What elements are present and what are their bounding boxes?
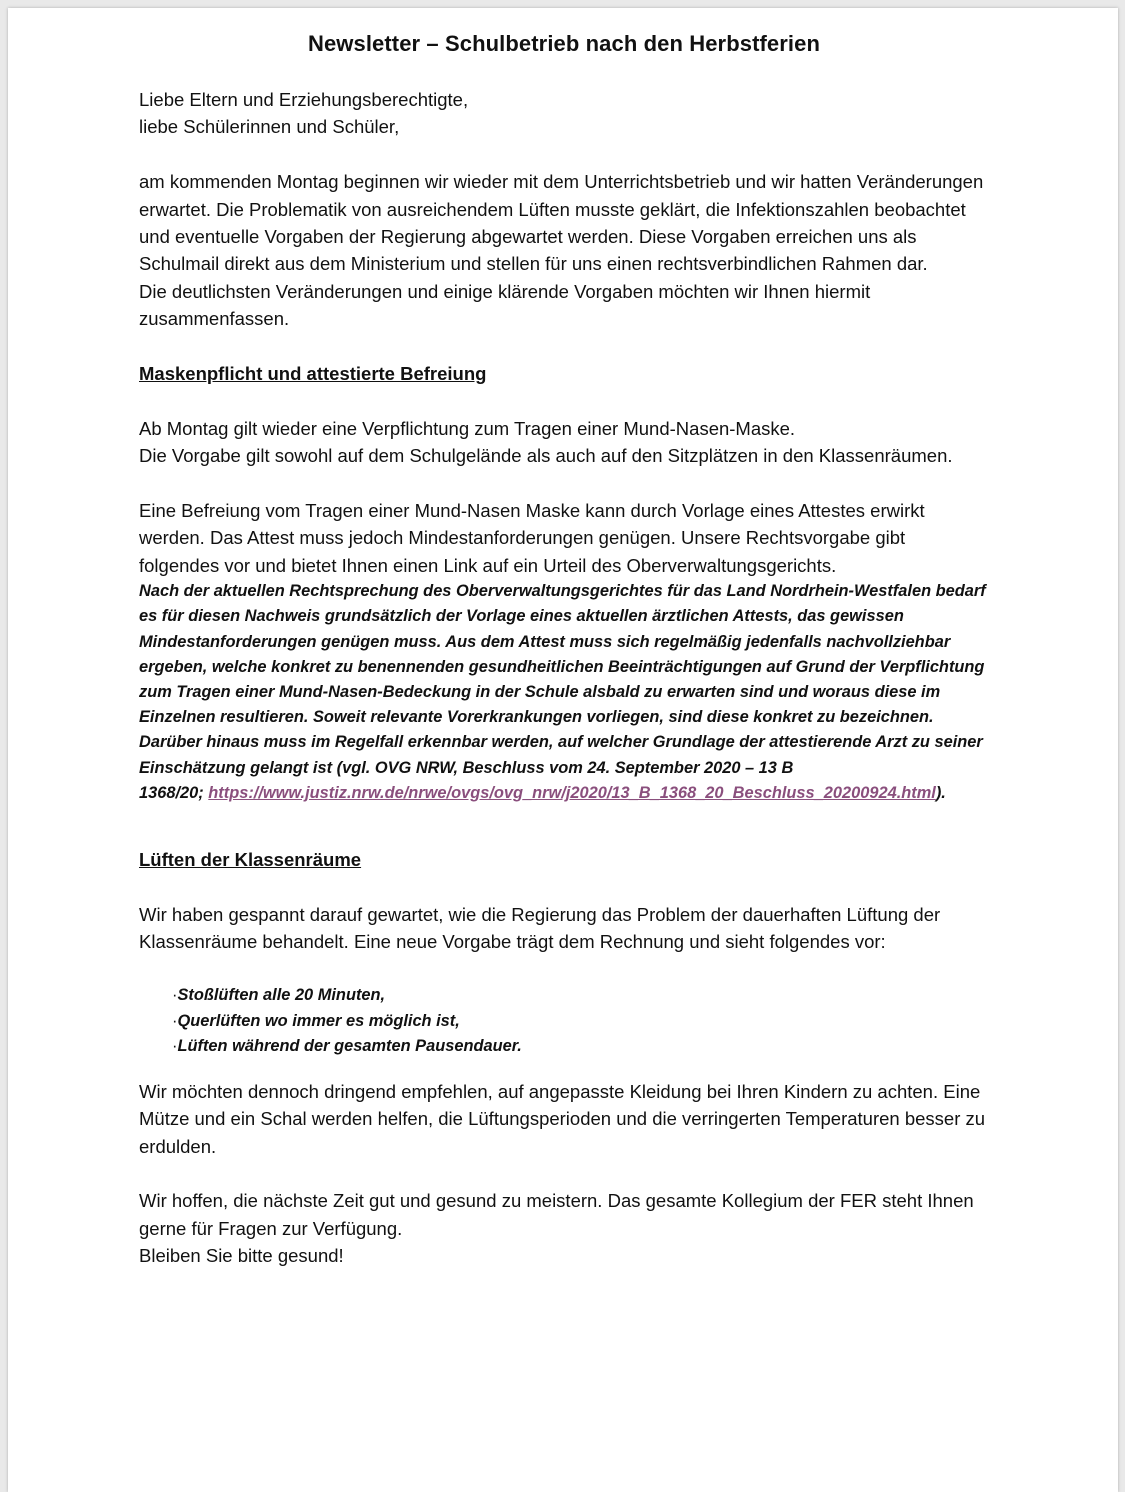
spacer <box>139 873 989 900</box>
document-page <box>8 8 1118 1492</box>
salutation-line-2: liebe Schülerinnen und Schüler, <box>139 116 400 138</box>
mask-paragraph-line-1: Ab Montag gilt wieder eine Verpflichtung zum Tragen einer Mund-Nasen-Maske. <box>139 417 796 439</box>
intro-paragraph-2: Die deutlichsten Veränderungen und einige klärende Vorgaben möchten wir Ihnen hiermit zusammenfassen. <box>139 280 871 330</box>
section-heading-masks: Maskenpflicht und attestierte Befreiung <box>139 363 487 385</box>
salutation-line-1: Liebe Eltern und Erziehungsberechtigte, <box>139 89 469 110</box>
clothing-paragraph: Wir möchten dennoch dringend empfehlen, auf angepasste Kleidung bei Ihren Kindern zu achten. Eine Mütze und ein Schal werden helfen, die Lüftungsperioden und die verringerten Temperaturen besser zu erdulden. <box>139 1080 986 1157</box>
spacer <box>139 956 989 983</box>
court-ruling-quote <box>139 579 989 806</box>
list-item: · Querlüften wo immer es möglich ist, <box>172 1009 989 1035</box>
mask-paragraph-line-2: Die Vorgabe gilt sowohl auf dem Schulgelände als auch auf den Sitzplätzen in den Klassenräumen. <box>139 445 953 467</box>
closing-line: Bleiben Sie bitte gesund! <box>139 1245 344 1267</box>
list-item: · Stoßlüften alle 20 Minuten, <box>172 983 989 1009</box>
spacer <box>139 806 989 846</box>
intro-paragraph: am kommenden Montag beginnen wir wieder mit dem Unterrichtsbetrieb und wir hatten Veränderungen erwartet. Die Problematik von ausreichendem Lüften musste geklärt, die Infektionszahlen beobachtet und eventuelle Vorgaben der Regierung abgewartet werden. Diese Vorgaben erreichen uns als Schulmail direkt aus dem Ministerium und stellen für uns einen rechtsverbindlichen Rahmen dar. <box>139 171 984 275</box>
court-ruling-link[interactable]: https://www.justiz.nrw.de/nrwe/ovgs/ovg_nrw/j2020/13_B_1368_20_Beschluss_20200924.html <box>208 783 936 802</box>
spacer <box>139 387 989 414</box>
closing-paragraph: Wir hoffen, die nächste Zeit gut und gesund zu meistern. Das gesamte Kollegium der FER steht Ihnen gerne für Fragen zur Verfügung. <box>139 1190 974 1239</box>
ventilation-paragraph: Wir haben gespannt darauf gewartet, wie die Regierung das Problem der dauerhaften Lüftung der Klassenräume behandelt. Eine neue Vorgabe trägt dem Rechnung und sieht folgendes vor: <box>139 903 941 953</box>
spacer <box>139 333 989 360</box>
document-body <box>139 30 989 1270</box>
document-title: Newsletter – Schulbetrieb nach den Herbstferien <box>307 31 821 56</box>
list-item: · Lüften während der gesamten Pausendauer. <box>172 1034 989 1060</box>
spacer <box>139 1060 989 1078</box>
quote-end: ). <box>935 783 946 802</box>
ventilation-rules-list <box>139 983 989 1060</box>
spacer <box>139 1160 989 1187</box>
quote-text: Nach der aktuellen Rechtsprechung des Oberverwaltungsgerichtes für das Land Nordrhein-Westfalen bedarf es für diesen Nachweis grundsätzlich der Vorlage eines aktuellen ärztlichen Attests, das gewissen Mindestanforderungen genügen muss. Aus dem Attest muss sich regelmäßig jedenfalls nachvollziehbar ergeben, welche konkret zu benennenden gesundheitlichen Beeinträchtigungen auf Grund der Verpflichtung zum Tragen einer Mund-Nasen-Bedeckung in der Schule alsbald zu erwarten sind und woraus diese im Einzelnen resultieren. Soweit relevante Vorerkrankungen vorliegen, sind diese konkret zu bezeichnen. Darüber hinaus muss im Regelfall erkennbar werden, auf welcher Grundlage der attestierende Arzt zu seiner Einschätzung gelangt ist (vgl. OVG NRW, Beschluss vom 24. September 2020 – 13 B <box>139 582 986 777</box>
exemption-paragraph: Eine Befreiung vom Tragen einer Mund-Nasen Maske kann durch Vorlage eines Attestes erwirkt werden. Das Attest muss jedoch Mindestanforderungen genügen. Unsere Rechtsvorgabe gibt folgendes vor und bietet Ihnen einen Link auf ein Urteil des Oberverwaltungsgerichts. <box>139 500 925 576</box>
section-heading-ventilation: Lüften der Klassenräume <box>139 849 362 871</box>
spacer <box>139 141 989 168</box>
spacer <box>139 470 989 497</box>
quote-reference: 1368/20; <box>139 783 209 802</box>
